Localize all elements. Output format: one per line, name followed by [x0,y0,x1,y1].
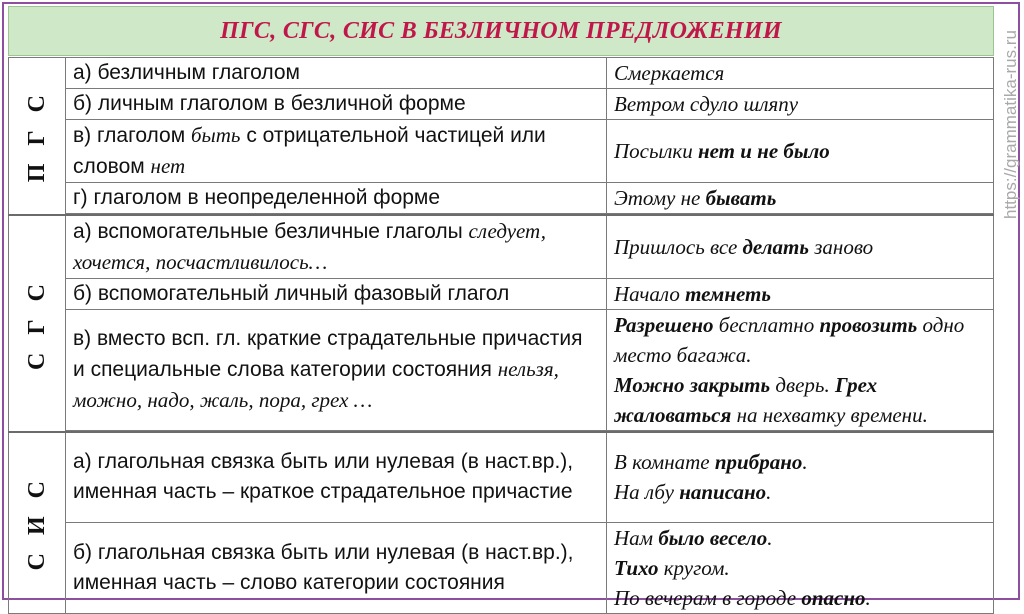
example-cell [607,310,994,431]
example-bold: прибрано [714,450,803,475]
example-cell [607,183,994,214]
example-text: Пришлось все [614,235,743,259]
desc-text: б) глагольная связка быть или нулевая (в наст.вр.), именная часть – слово категории состояния [73,540,574,594]
rule-desc [66,58,607,89]
rule-desc [66,120,607,183]
example-text: заново [808,235,874,259]
rule-desc [66,215,607,279]
desc-text: а) вспомогательные безличные глаголы [73,220,469,243]
table-row [9,58,994,89]
example-bold: бывать [705,186,777,210]
rule-desc [66,183,607,214]
desc-text: в) глаголом [73,124,191,147]
example-text: Посылки [614,139,698,163]
rule-desc [66,89,607,120]
table-row [9,279,994,310]
example-text: Этому не [614,186,706,210]
example-bold: написано [679,480,767,505]
desc-text: в) вместо всп. гл. краткие страдательные причастия и специальные слова категории состояния [73,327,583,381]
example-cell [607,89,994,120]
group-cell-sis [9,432,66,613]
example-cell [607,432,994,522]
example-text: По вечерам в городе [614,585,802,610]
page-title: ПГС, СГС, СИС В БЕЗЛИЧНОМ ПРЕДЛОЖЕНИИ [220,17,782,44]
table-row [9,310,994,431]
example-text: . [767,525,773,550]
desc-italic: нет [150,154,186,178]
desc-text: а) глагольная связка быть или нулевая (в наст.вр.), именная часть – краткое страдательное причастие [73,450,574,504]
example-text: . [802,450,808,475]
desc-text: б) личным глаголом в безличной форме [73,92,466,115]
example-bold: Тихо [614,555,659,580]
desc-text: б) вспомогательный личный фазовый глагол [73,282,510,305]
example-text: Нам [614,525,659,550]
example-text: На лбу [614,480,680,505]
example-text: на нехватку времени. [731,403,928,427]
rule-desc [66,310,607,431]
title-bar [8,6,994,56]
rule-desc [66,522,607,613]
desc-text: г) глаголом в неопределенной форме [73,186,441,209]
table-row [9,89,994,120]
example-bold: темнеть [685,282,771,306]
rule-desc [66,432,607,522]
desc-italic: следует, хочется, посчастливилось… [73,219,546,274]
grammar-table [8,57,994,614]
desc-italic: нельзя, можно, надо, жаль, пора, грех … [73,357,559,412]
example-cell [607,279,994,310]
table-row [9,120,994,183]
desc-text: с отрицательной частицей или словом [73,124,546,178]
table-row [9,215,994,279]
example-cell [607,120,994,183]
example-bold: провозить [819,313,918,337]
example-bold: было весело [658,525,768,550]
example-cell [607,58,994,89]
example-text: бесплатно [713,313,820,337]
example-bold: нет и не было [697,139,830,163]
desc-italic: быть [190,123,241,147]
group-label-sgs: С Г С [24,277,50,370]
group-cell-sgs [9,215,66,432]
example-text: Ветром сдуло шляпу [614,92,799,116]
example-bold: опасно [801,585,866,610]
example-text: Смеркается [614,61,725,85]
example-bold: Грех жаловаться [614,373,878,427]
example-cell [607,522,994,613]
group-cell-pgs [9,58,66,216]
example-text: кругом. [658,555,730,580]
example-text: одно место багажа. [614,313,965,367]
example-text: дверь. [770,373,835,397]
rule-desc [66,279,607,310]
example-bold: делать [742,235,809,259]
example-text: В комнате [614,450,715,475]
group-label-pgs: П Г С [24,89,50,183]
table-row [9,432,994,522]
desc-text: а) безличным глаголом [73,61,300,84]
watermark: https://grammatika-rus.ru [1001,30,1020,220]
table-row [9,522,994,613]
example-text: . [865,585,871,610]
example-bold: Можно закрыть [614,373,771,397]
example-text: . [766,480,772,505]
table-row [9,183,994,214]
example-bold: Разрешено [614,313,714,337]
group-label-sis: С И С [24,475,50,571]
example-text: Начало [614,282,686,306]
example-cell [607,215,994,279]
